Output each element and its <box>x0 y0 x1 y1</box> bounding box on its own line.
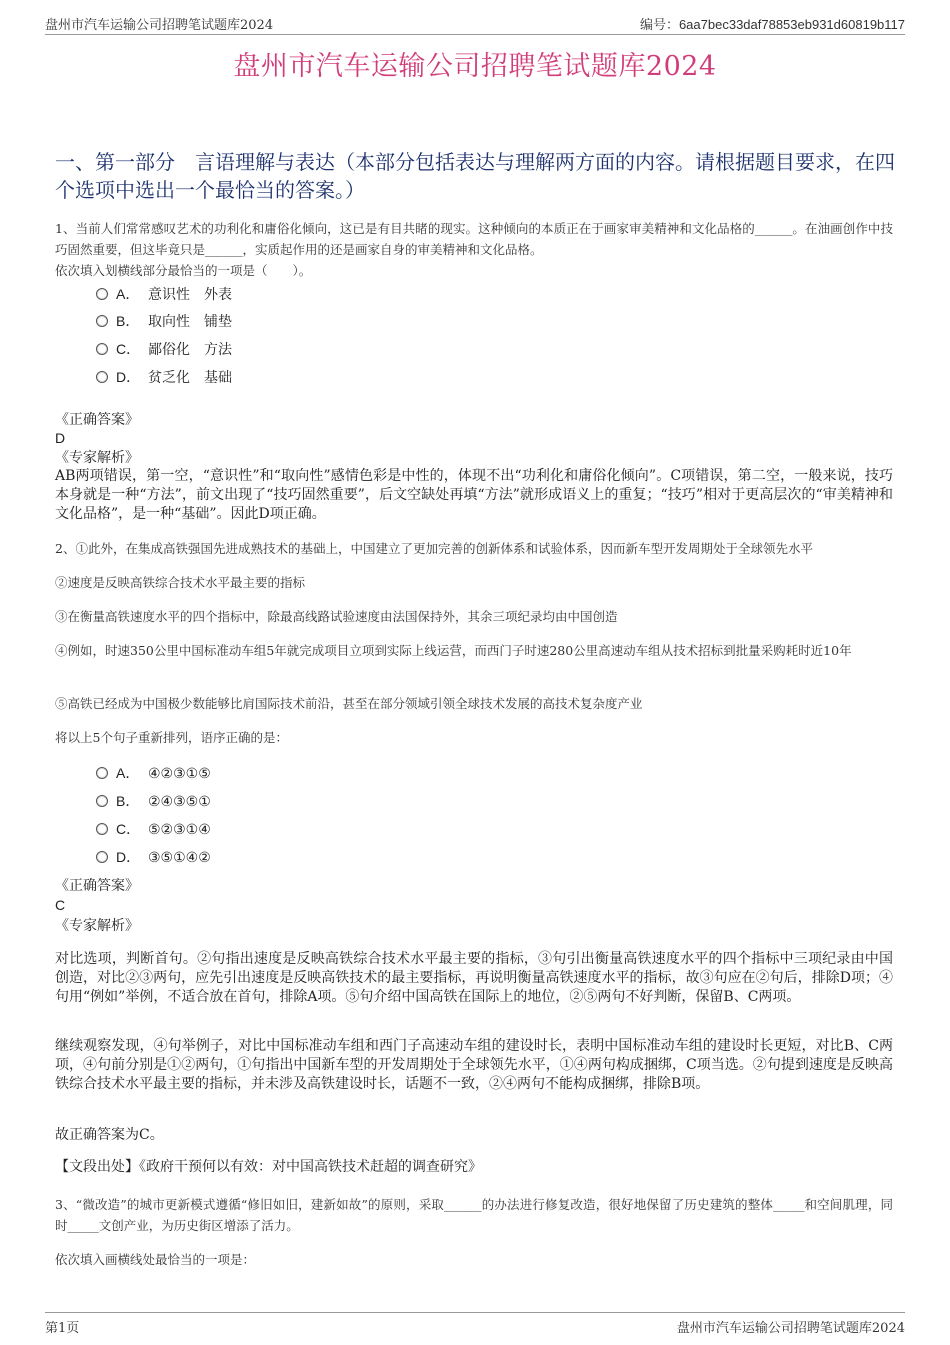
header-title: 盘州市汽车运输公司招聘笔试题库2024 <box>45 18 274 33</box>
q1-option-d[interactable]: D． 贫乏化 基础 <box>96 367 232 387</box>
q2-analysis-p2: 继续观察发现，④句举例子，对比中国标准动车组和西门子高速动车组的建设时长，表明中国标准动车组的建设时长更短，对比B、C两项，④句前分别是①②两句，①句指出中国新车型的开发周期处于全球领先水平，①④两句构成捆绑，C项当选。②句提到速度是反映高铁综合技术水平最主要的指标，并未涉及高铁建设时长，话题不一致，②④两句不能构成捆绑，排除B项。 <box>55 1038 893 1092</box>
radio-icon[interactable] <box>96 851 108 863</box>
q2-prompt: 将以上5个句子重新排列，语序正确的是： <box>55 730 288 745</box>
radio-icon[interactable] <box>96 823 108 835</box>
question-3-prompt: 依次填入画横线处最恰当的一项是： <box>55 1252 256 1267</box>
q2-option-b[interactable]: B． ②④③⑤① <box>96 791 211 811</box>
q2-sentence-4: ④例如，时速350公里中国标准动车组5年就完成项目立项到实际上线运营，而西门子时速280公里高速动车组从技术招标到批量采购耗时近10年 <box>55 643 852 658</box>
q2-option-c[interactable]: C． ⑤②③①④ <box>96 819 211 839</box>
radio-icon[interactable] <box>96 288 108 300</box>
q2-answer: C <box>55 897 66 913</box>
page-footer <box>45 1312 905 1335</box>
q1-option-a[interactable]: A． 意识性 外表 <box>96 284 232 304</box>
radio-icon[interactable] <box>96 371 108 383</box>
section-heading: 一、第一部分 言语理解与表达（本部分包括表达与理解两方面的内容。请根据题目要求，在四个选项中选出一个最恰当的答案。） <box>55 150 895 202</box>
q1-analysis-label: 《专家解析》 <box>55 450 139 466</box>
q1-analysis: AB两项错误，第一空，“意识性”和“取向性”感情色彩是中性的，体现不出“功利化和庸俗化倾向”。C项错误，第二空，一般来说，技巧本身就是一种“方法”，前文出现了“技巧固然重要”，后文空缺处再填“方法”就形成语义上的重复；“技巧”相对于更高层次的“审美精神和文化品格”，是一种“基础”。因此D项正确。 <box>55 468 893 522</box>
q2-analysis-p3: 故正确答案为C。 <box>55 1127 164 1143</box>
q2-source: 【文段出处】《政府干预何以有效：对中国高铁技术赶超的调查研究》 <box>55 1159 482 1175</box>
q2-analysis-label: 《专家解析》 <box>55 918 139 934</box>
q1-option-c[interactable]: C． 鄙俗化 方法 <box>96 339 232 359</box>
radio-icon[interactable] <box>96 767 108 779</box>
q1-option-b[interactable]: B． 取向性 铺垫 <box>96 311 232 331</box>
question-3-text: 3、“微改造”的城市更新模式遵循“修旧如旧，建新如故”的原则，采取______的办法进行修复改造，很好地保留了历史建筑的整体_____和空间肌理，同时_____文创产业，为历史街区增添了活力。 <box>55 1197 893 1233</box>
page-title: 盘州市汽车运输公司招聘笔试题库2024 <box>233 51 717 82</box>
q1-answer-label: 《正确答案》 <box>55 412 139 428</box>
q2-sentence-2: ②速度是反映高铁综合技术水平最主要的指标 <box>55 575 306 590</box>
question-1-text: 1、当前人们常常感叹艺术的功利化和庸俗化倾向，这已是有目共睹的现实。这种倾向的本质正在于画家审美精神和文化品格的______。在油画创作中技巧固然重要，但这毕竟只是______，实质起作用的还是画家自身的审美精神和文化品格。 <box>55 221 893 257</box>
question-1-prompt: 依次填入划横线部分最恰当的一项是（ ）。 <box>55 263 312 278</box>
radio-icon[interactable] <box>96 315 108 327</box>
page-number: 第1页 <box>45 1321 80 1336</box>
radio-icon[interactable] <box>96 795 108 807</box>
q1-answer: D <box>55 430 66 446</box>
document-id: 编号：6aa7bec33daf78853eb931d60819b117 <box>639 17 905 32</box>
footer-title: 盘州市汽车运输公司招聘笔试题库2024 <box>676 1321 905 1336</box>
radio-icon[interactable] <box>96 343 108 355</box>
q2-analysis-p1: 对比选项，判断首句。②句指出速度是反映高铁综合技术水平最主要的指标，③句引出衡量高铁速度水平的四个指标中三项纪录由中国创造，对比②③两句，应先引出速度是反映高铁技术的最主要指标，再说明衡量高铁速度水平的指标，故③句应在②句后，排除D项；④句用“例如”举例，不适合放在首句，排除A项。⑤句介绍中国高铁在国际上的地位，②⑤两句不好判断，保留B、C两项。 <box>55 951 893 1005</box>
q2-option-a[interactable]: A． ④②③①⑤ <box>96 763 211 783</box>
q2-option-d[interactable]: D． ③⑤①④② <box>96 847 211 867</box>
q2-sentence-3: ③在衡量高铁速度水平的四个指标中，除最高线路试验速度由法国保持外，其余三项纪录均由中国创造 <box>55 609 618 624</box>
q2-answer-label: 《正确答案》 <box>55 878 139 894</box>
q2-sentence-5: ⑤高铁已经成为中国极少数能够比肩国际技术前沿，甚至在部分领域引领全球技术发展的高技术复杂度产业 <box>55 696 643 711</box>
page-header <box>45 14 905 35</box>
q2-sentence-1: 2、①此外，在集成高铁强国先进成熟技术的基础上，中国建立了更加完善的创新体系和试验体系，因而新车型开发周期处于全球领先水平 <box>55 541 813 556</box>
